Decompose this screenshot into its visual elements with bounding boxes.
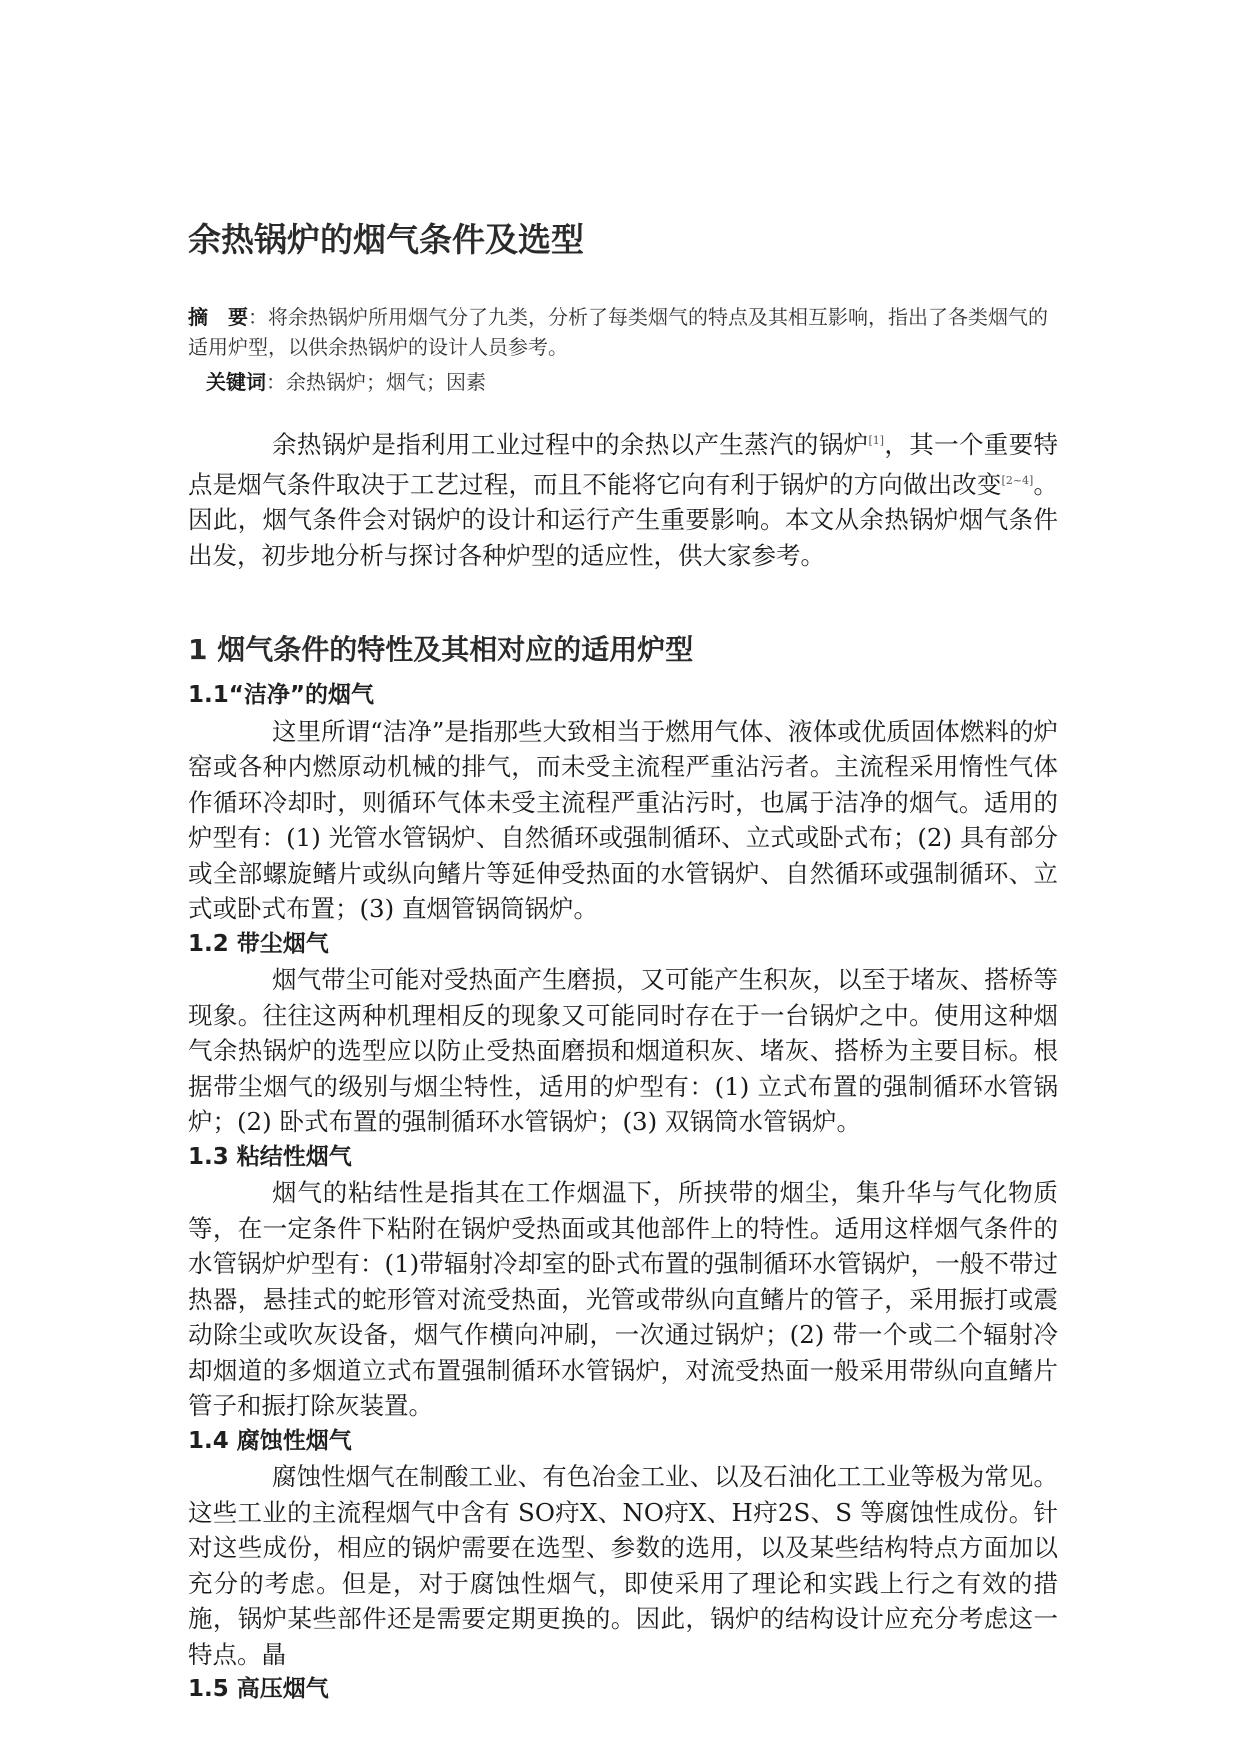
keywords bbox=[206, 367, 486, 397]
intro-text-2: ，其一个重要特点是烟气条件取决于工艺过程，而且不能将它向有利于锅炉的方向做出改变 bbox=[188, 430, 1059, 499]
subsection-1-3-heading: 1.3 粘结性烟气 bbox=[188, 1143, 352, 1170]
document-title: 余热锅炉的烟气条件及选型 bbox=[188, 220, 584, 259]
abstract-label: 摘 要 bbox=[188, 305, 248, 329]
section-1-heading: 1 烟气条件的特性及其相对应的适用炉型 bbox=[188, 633, 694, 666]
intro-text-3: 。因此，烟气条件会对锅炉的设计和运行产生重要影响。本文从余热锅炉烟气条件出发，初步地分析与探讨各种炉型的适应性，供大家参考。 bbox=[188, 469, 1058, 570]
subsection-1-4-text: 腐蚀性烟气在制酸工业、有色冶金工业、以及石油化工工业等极为常见。这些工业的主流程烟气中含有 SO疛X、NO疛X、H疛2S、S 等腐蚀性成份。针对这些成份，相应的锅炉需要在选型、参数的选用，以及某些结构特点方面加以充分的考虑。但是，对于腐蚀性烟气，即使采用了理论和实践上行之有效的措施，锅炉某些部件还是需要定期更换的。因此，锅炉的结构设计应充分考虑这一特点。瞐 bbox=[188, 1462, 1058, 1669]
document-page bbox=[188, 0, 1058, 1754]
subsection-1-3-text: 烟气的粘结性是指其在工作烟温下，所挟带的烟尘，集升华与气化物质等，在一定条件下粘附在锅炉受热面或其他部件上的特性。适用这样烟气条件的水管锅炉炉型有：(1)带辐射冷却室的卧式布置的强制循环水管锅炉，一般不带过热器，悬挂式的蛇形管对流受热面，光管或带纵向直鳍片的管子，采用振打或震动除尘或吹灰设备，烟气作横向冲刷，一次通过锅炉；(2) 带一个或二个辐射冷却烟道的多烟道立式布置强制循环水管锅炉，对流受热面一般采用带纵向直鳍片管子和振打除灰装置。 bbox=[188, 1178, 1058, 1420]
citation-1: [1] bbox=[868, 434, 885, 447]
subsection-1-2-text: 烟气带尘可能对受热面产生磨损，又可能产生积灰，以至于堵灰、搭桥等现象。往往这两种机理相反的现象又可能同时存在于一台锅炉之中。使用这种烟气余热锅炉的选型应以防止受热面磨损和烟道积灰、堵灰、搭桥为主要目标。根据带尘烟气的级别与烟尘特性，适用的炉型有：(1) 立式布置的强制循环水管锅炉；(2) 卧式布置的强制循环水管锅炉；(3) 双锅筒水管锅炉。 bbox=[188, 965, 1058, 1136]
section-1-body bbox=[188, 678, 1058, 1708]
intro-text-1: 余热锅炉是指利用工业过程中的余热以产生蒸汽的锅炉 bbox=[272, 430, 869, 460]
keywords-text: ：余热锅炉；烟气；因素 bbox=[266, 370, 486, 394]
abstract-text: ：将余热锅炉所用烟气分了九类，分析了每类烟气的特点及其相互影响，指出了各类烟气的适用炉型，以供余热锅炉的设计人员参考。 bbox=[188, 305, 1048, 359]
subsection-1-2-heading: 1.2 带尘烟气 bbox=[188, 930, 329, 957]
citation-2: [2~4] bbox=[1001, 473, 1034, 487]
subsection-1-1-heading: 1.1“洁净”的烟气 bbox=[188, 682, 374, 708]
keywords-label: 关键词 bbox=[206, 370, 266, 394]
subsection-1-1-text: 这里所谓“洁净”是指那些大致相当于燃用气体、液体或优质固体燃料的炉窑或各种内燃原动机械的排气，而未受主流程严重沾污者。主流程采用惰性气体作循环冷却时，则循环气体未受主流程严重沾污时，也属于洁净的烟气。适用的炉型有：(1) 光管水管锅炉、自然循环或强制循环、立式或卧式布；(2) 具有部分或全部螺旋鳍片或纵向鳍片等延伸受热面的水管锅炉、自然循环或强制循环、立式或卧式布置；(3) 直烟管锅筒锅炉。 bbox=[188, 716, 1058, 923]
abstract bbox=[188, 302, 1058, 362]
intro-paragraph bbox=[188, 423, 1058, 573]
subsection-1-4-heading: 1.4 腐蚀性烟气 bbox=[188, 1427, 352, 1454]
subsection-1-5-heading: 1.5 高压烟气 bbox=[188, 1676, 329, 1702]
